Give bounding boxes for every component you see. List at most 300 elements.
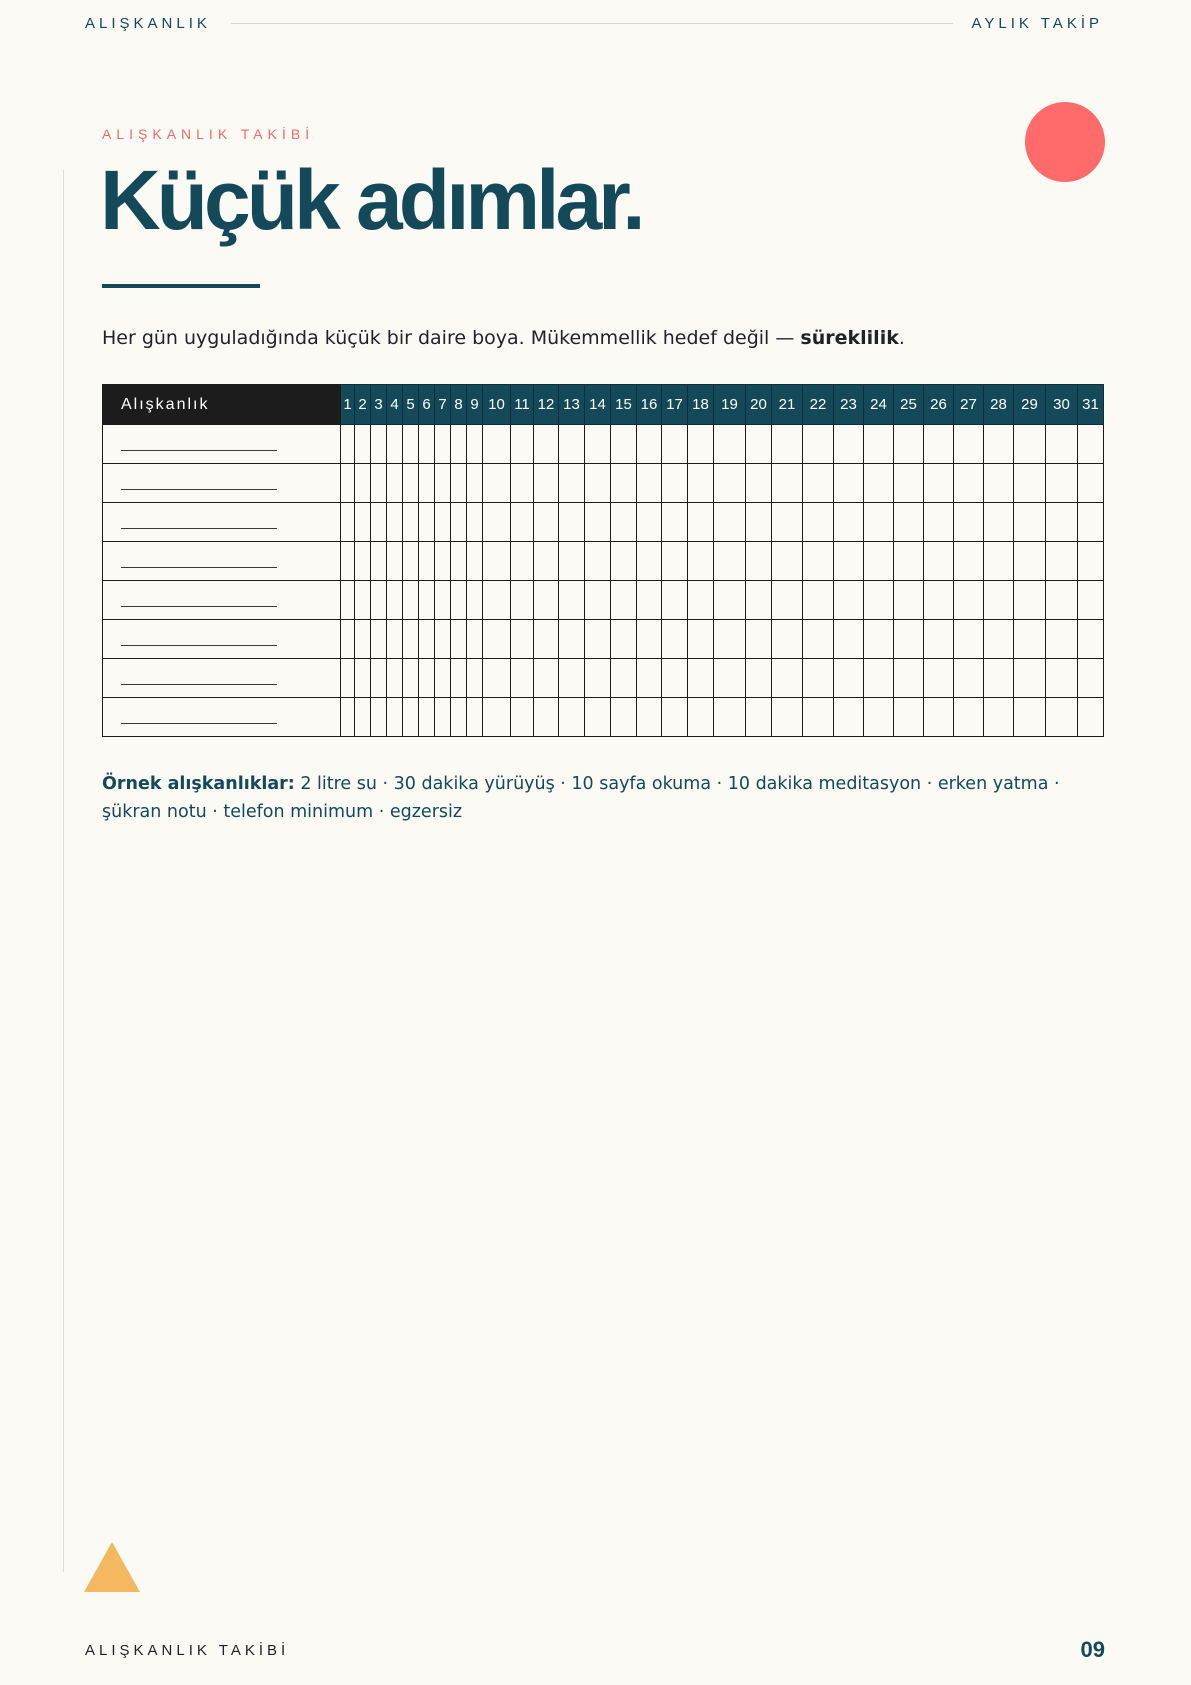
footer-title: ALIŞKANLIK TAKİBİ <box>85 1642 290 1659</box>
day-cell[interactable] <box>984 698 1014 737</box>
day-cell[interactable] <box>451 542 467 581</box>
day-cell[interactable] <box>467 542 483 581</box>
intro-body: Her gün uyguladığında küçük bir daire boya. Mükemmellik hedef değil — <box>102 327 801 349</box>
day-cell[interactable] <box>355 659 371 698</box>
day-cell[interactable] <box>894 425 924 464</box>
day-cell[interactable] <box>559 659 585 698</box>
day-cell[interactable] <box>637 425 662 464</box>
day-cell[interactable] <box>403 542 419 581</box>
day-cell[interactable] <box>483 425 511 464</box>
habit-row <box>103 425 1104 464</box>
day-cell[interactable] <box>435 464 451 503</box>
day-cell[interactable] <box>355 581 371 620</box>
day-cell[interactable] <box>688 698 714 737</box>
day-cell[interactable] <box>419 659 435 698</box>
day-cell[interactable] <box>803 464 834 503</box>
habit-name-line <box>121 710 277 724</box>
day-cell[interactable] <box>511 698 534 737</box>
day-cell[interactable] <box>803 659 834 698</box>
day-cell[interactable] <box>467 503 483 542</box>
intro-emphasis: süreklilik <box>800 327 899 349</box>
day-cell[interactable] <box>1078 464 1104 503</box>
habit-name-blank[interactable] <box>103 620 341 659</box>
day-header-21: 21 <box>772 385 803 425</box>
day-cell[interactable] <box>984 581 1014 620</box>
day-cell[interactable] <box>894 464 924 503</box>
day-cell[interactable] <box>534 542 559 581</box>
day-cell[interactable] <box>803 698 834 737</box>
day-cell[interactable] <box>803 620 834 659</box>
day-cell[interactable] <box>419 542 435 581</box>
day-cell[interactable] <box>637 503 662 542</box>
day-cell[interactable] <box>984 425 1014 464</box>
day-header-17: 17 <box>662 385 688 425</box>
day-cell[interactable] <box>611 425 637 464</box>
day-cell[interactable] <box>451 659 467 698</box>
day-cell[interactable] <box>714 503 746 542</box>
example-habits-list: 2 litre su · 30 dakika yürüyüş · 10 sayfa okuma · 10 dakika meditasyon · erken yatma · şükran notu · telefon minimum · egzersiz <box>102 774 1060 822</box>
day-cell[interactable] <box>403 464 419 503</box>
day-cell[interactable] <box>864 425 894 464</box>
day-cell[interactable] <box>894 659 924 698</box>
day-cell[interactable] <box>403 425 419 464</box>
day-cell[interactable] <box>511 542 534 581</box>
day-header-23: 23 <box>834 385 864 425</box>
day-cell[interactable] <box>924 503 954 542</box>
day-cell[interactable] <box>371 581 387 620</box>
day-cell[interactable] <box>467 425 483 464</box>
day-cell[interactable] <box>1046 698 1078 737</box>
day-cell[interactable] <box>1046 464 1078 503</box>
day-cell[interactable] <box>435 542 451 581</box>
day-cell[interactable] <box>864 542 894 581</box>
habit-row <box>103 698 1104 737</box>
day-cell[interactable] <box>954 698 984 737</box>
day-cell[interactable] <box>772 542 803 581</box>
day-cell[interactable] <box>1014 659 1046 698</box>
day-cell[interactable] <box>419 698 435 737</box>
day-cell[interactable] <box>559 620 585 659</box>
day-cell[interactable] <box>387 425 403 464</box>
day-header-19: 19 <box>714 385 746 425</box>
day-cell[interactable] <box>714 698 746 737</box>
day-cell[interactable] <box>371 620 387 659</box>
habit-name-line <box>121 437 277 451</box>
day-cell[interactable] <box>435 581 451 620</box>
day-cell[interactable] <box>451 425 467 464</box>
day-cell[interactable] <box>688 581 714 620</box>
day-cell[interactable] <box>637 620 662 659</box>
day-cell[interactable] <box>435 425 451 464</box>
day-header-27: 27 <box>954 385 984 425</box>
day-cell[interactable] <box>341 542 355 581</box>
day-cell[interactable] <box>387 464 403 503</box>
day-cell[interactable] <box>954 581 984 620</box>
day-header-8: 8 <box>451 385 467 425</box>
day-cell[interactable] <box>534 698 559 737</box>
day-cell[interactable] <box>1014 620 1046 659</box>
day-header-9: 9 <box>467 385 483 425</box>
day-header-14: 14 <box>585 385 611 425</box>
day-cell[interactable] <box>483 698 511 737</box>
day-cell[interactable] <box>1078 503 1104 542</box>
day-cell[interactable] <box>419 425 435 464</box>
day-cell[interactable] <box>1078 698 1104 737</box>
day-cell[interactable] <box>585 425 611 464</box>
day-cell[interactable] <box>355 542 371 581</box>
day-cell[interactable] <box>984 659 1014 698</box>
day-cell[interactable] <box>483 503 511 542</box>
day-cell[interactable] <box>834 542 864 581</box>
day-cell[interactable] <box>1046 425 1078 464</box>
day-cell[interactable] <box>387 542 403 581</box>
day-cell[interactable] <box>1014 542 1046 581</box>
day-header-18: 18 <box>688 385 714 425</box>
day-cell[interactable] <box>403 698 419 737</box>
day-cell[interactable] <box>387 581 403 620</box>
day-cell[interactable] <box>688 659 714 698</box>
day-cell[interactable] <box>714 659 746 698</box>
day-cell[interactable] <box>559 425 585 464</box>
day-cell[interactable] <box>435 659 451 698</box>
day-cell[interactable] <box>611 620 637 659</box>
day-cell[interactable] <box>637 464 662 503</box>
day-cell[interactable] <box>483 620 511 659</box>
day-cell[interactable] <box>894 581 924 620</box>
day-cell[interactable] <box>746 425 772 464</box>
day-cell[interactable] <box>534 620 559 659</box>
day-cell[interactable] <box>924 464 954 503</box>
day-cell[interactable] <box>534 464 559 503</box>
day-cell[interactable] <box>834 698 864 737</box>
day-cell[interactable] <box>984 620 1014 659</box>
day-cell[interactable] <box>637 698 662 737</box>
day-cell[interactable] <box>341 464 355 503</box>
day-cell[interactable] <box>371 542 387 581</box>
day-cell[interactable] <box>864 698 894 737</box>
day-cell[interactable] <box>746 659 772 698</box>
day-cell[interactable] <box>1046 503 1078 542</box>
day-cell[interactable] <box>451 581 467 620</box>
page-title: Küçük adımlar. <box>100 153 642 247</box>
day-header-12: 12 <box>534 385 559 425</box>
day-cell[interactable] <box>772 620 803 659</box>
day-cell[interactable] <box>803 542 834 581</box>
day-cell[interactable] <box>355 698 371 737</box>
day-cell[interactable] <box>662 581 688 620</box>
day-cell[interactable] <box>746 581 772 620</box>
day-cell[interactable] <box>511 659 534 698</box>
day-cell[interactable] <box>714 581 746 620</box>
day-cell[interactable] <box>511 503 534 542</box>
day-cell[interactable] <box>341 659 355 698</box>
day-cell[interactable] <box>371 698 387 737</box>
day-cell[interactable] <box>1014 698 1046 737</box>
day-cell[interactable] <box>924 581 954 620</box>
habit-name-line <box>121 593 277 607</box>
day-cell[interactable] <box>371 464 387 503</box>
day-cell[interactable] <box>772 503 803 542</box>
day-cell[interactable] <box>387 698 403 737</box>
day-cell[interactable] <box>559 542 585 581</box>
day-cell[interactable] <box>483 464 511 503</box>
day-cell[interactable] <box>864 464 894 503</box>
day-header-25: 25 <box>894 385 924 425</box>
running-head <box>85 14 1103 32</box>
day-cell[interactable] <box>834 659 864 698</box>
day-cell[interactable] <box>559 503 585 542</box>
day-cell[interactable] <box>371 503 387 542</box>
day-cell[interactable] <box>662 464 688 503</box>
day-cell[interactable] <box>1014 581 1046 620</box>
day-cell[interactable] <box>714 425 746 464</box>
day-cell[interactable] <box>894 542 924 581</box>
day-cell[interactable] <box>511 425 534 464</box>
day-cell[interactable] <box>864 620 894 659</box>
day-cell[interactable] <box>1078 581 1104 620</box>
day-cell[interactable] <box>714 620 746 659</box>
day-cell[interactable] <box>864 503 894 542</box>
day-cell[interactable] <box>714 464 746 503</box>
section-eyebrow: ALIŞKANLIK TAKİBİ <box>102 126 315 142</box>
day-cell[interactable] <box>451 503 467 542</box>
day-cell[interactable] <box>483 659 511 698</box>
day-cell[interactable] <box>714 542 746 581</box>
day-cell[interactable] <box>772 698 803 737</box>
day-cell[interactable] <box>984 542 1014 581</box>
day-cell[interactable] <box>954 464 984 503</box>
day-cell[interactable] <box>387 503 403 542</box>
day-cell[interactable] <box>772 659 803 698</box>
day-cell[interactable] <box>746 503 772 542</box>
day-cell[interactable] <box>662 620 688 659</box>
day-cell[interactable] <box>585 542 611 581</box>
day-cell[interactable] <box>483 581 511 620</box>
day-header-1: 1 <box>341 385 355 425</box>
day-cell[interactable] <box>954 659 984 698</box>
day-cell[interactable] <box>834 620 864 659</box>
day-cell[interactable] <box>483 542 511 581</box>
example-habits <box>102 770 1102 826</box>
day-cell[interactable] <box>435 698 451 737</box>
day-cell[interactable] <box>611 503 637 542</box>
day-cell[interactable] <box>1078 542 1104 581</box>
day-cell[interactable] <box>746 542 772 581</box>
habit-row <box>103 581 1104 620</box>
day-cell[interactable] <box>746 698 772 737</box>
habit-row <box>103 542 1104 581</box>
day-cell[interactable] <box>688 464 714 503</box>
habit-name-line <box>121 671 277 685</box>
day-cell[interactable] <box>559 464 585 503</box>
habit-name-blank[interactable] <box>103 464 341 503</box>
day-cell[interactable] <box>1078 620 1104 659</box>
day-cell[interactable] <box>585 659 611 698</box>
day-cell[interactable] <box>451 620 467 659</box>
day-cell[interactable] <box>1014 503 1046 542</box>
day-cell[interactable] <box>746 464 772 503</box>
day-cell[interactable] <box>403 659 419 698</box>
day-cell[interactable] <box>451 464 467 503</box>
day-cell[interactable] <box>637 542 662 581</box>
day-cell[interactable] <box>1046 542 1078 581</box>
day-cell[interactable] <box>864 581 894 620</box>
intro-text <box>102 327 905 349</box>
day-cell[interactable] <box>1014 464 1046 503</box>
habit-name-blank[interactable] <box>103 659 341 698</box>
day-cell[interactable] <box>403 581 419 620</box>
day-cell[interactable] <box>803 425 834 464</box>
day-cell[interactable] <box>511 464 534 503</box>
day-cell[interactable] <box>834 425 864 464</box>
triangle-decoration <box>84 1542 140 1592</box>
day-cell[interactable] <box>772 581 803 620</box>
day-cell[interactable] <box>511 581 534 620</box>
day-cell[interactable] <box>419 503 435 542</box>
day-cell[interactable] <box>954 542 984 581</box>
day-cell[interactable] <box>585 620 611 659</box>
day-cell[interactable] <box>984 464 1014 503</box>
habit-name-line <box>121 476 277 490</box>
day-cell[interactable] <box>864 659 894 698</box>
day-cell[interactable] <box>834 581 864 620</box>
day-cell[interactable] <box>559 698 585 737</box>
day-cell[interactable] <box>894 620 924 659</box>
day-cell[interactable] <box>371 425 387 464</box>
day-cell[interactable] <box>954 620 984 659</box>
day-cell[interactable] <box>419 620 435 659</box>
day-cell[interactable] <box>746 620 772 659</box>
day-cell[interactable] <box>803 581 834 620</box>
habit-name-blank[interactable] <box>103 581 341 620</box>
habit-name-blank[interactable] <box>103 503 341 542</box>
day-cell[interactable] <box>355 503 371 542</box>
day-cell[interactable] <box>371 659 387 698</box>
day-cell[interactable] <box>341 425 355 464</box>
day-cell[interactable] <box>419 464 435 503</box>
day-cell[interactable] <box>451 698 467 737</box>
day-header-16: 16 <box>637 385 662 425</box>
day-cell[interactable] <box>559 581 585 620</box>
day-cell[interactable] <box>534 425 559 464</box>
coral-circle-decoration <box>1025 102 1105 182</box>
habit-row <box>103 659 1104 698</box>
day-cell[interactable] <box>534 503 559 542</box>
day-header-24: 24 <box>864 385 894 425</box>
day-cell[interactable] <box>1078 425 1104 464</box>
day-cell[interactable] <box>894 503 924 542</box>
day-cell[interactable] <box>611 581 637 620</box>
habit-name-line <box>121 554 277 568</box>
day-cell[interactable] <box>1046 581 1078 620</box>
day-cell[interactable] <box>355 425 371 464</box>
day-cell[interactable] <box>662 698 688 737</box>
day-cell[interactable] <box>435 620 451 659</box>
habit-row <box>103 503 1104 542</box>
habit-name-blank[interactable] <box>103 425 341 464</box>
day-cell[interactable] <box>534 581 559 620</box>
example-habits-label: Örnek alışkanlıklar: <box>102 774 295 794</box>
day-cell[interactable] <box>611 542 637 581</box>
day-cell[interactable] <box>467 620 483 659</box>
day-cell[interactable] <box>585 503 611 542</box>
day-cell[interactable] <box>467 659 483 698</box>
day-cell[interactable] <box>387 659 403 698</box>
day-cell[interactable] <box>1014 425 1046 464</box>
day-cell[interactable] <box>688 620 714 659</box>
day-cell[interactable] <box>355 464 371 503</box>
day-cell[interactable] <box>341 620 355 659</box>
day-cell[interactable] <box>387 620 403 659</box>
day-cell[interactable] <box>467 698 483 737</box>
day-cell[interactable] <box>834 503 864 542</box>
day-cell[interactable] <box>467 581 483 620</box>
day-cell[interactable] <box>772 464 803 503</box>
day-cell[interactable] <box>688 425 714 464</box>
day-header-22: 22 <box>803 385 834 425</box>
day-cell[interactable] <box>1078 659 1104 698</box>
day-header-29: 29 <box>1014 385 1046 425</box>
day-cell[interactable] <box>419 581 435 620</box>
day-cell[interactable] <box>611 698 637 737</box>
habit-name-blank[interactable] <box>103 542 341 581</box>
day-cell[interactable] <box>772 425 803 464</box>
habit-name-blank[interactable] <box>103 698 341 737</box>
day-cell[interactable] <box>341 581 355 620</box>
day-cell[interactable] <box>662 503 688 542</box>
day-cell[interactable] <box>662 425 688 464</box>
day-cell[interactable] <box>924 659 954 698</box>
day-cell[interactable] <box>611 464 637 503</box>
day-cell[interactable] <box>637 581 662 620</box>
day-cell[interactable] <box>924 698 954 737</box>
day-cell[interactable] <box>585 464 611 503</box>
day-cell[interactable] <box>403 503 419 542</box>
day-cell[interactable] <box>341 698 355 737</box>
day-cell[interactable] <box>688 503 714 542</box>
day-cell[interactable] <box>467 464 483 503</box>
day-cell[interactable] <box>662 542 688 581</box>
day-cell[interactable] <box>585 698 611 737</box>
day-cell[interactable] <box>984 503 1014 542</box>
day-cell[interactable] <box>435 503 451 542</box>
day-cell[interactable] <box>688 542 714 581</box>
day-cell[interactable] <box>924 542 954 581</box>
day-cell[interactable] <box>662 659 688 698</box>
day-cell[interactable] <box>924 425 954 464</box>
day-cell[interactable] <box>803 503 834 542</box>
day-cell[interactable] <box>954 425 984 464</box>
day-cell[interactable] <box>834 464 864 503</box>
day-cell[interactable] <box>403 620 419 659</box>
day-cell[interactable] <box>954 503 984 542</box>
day-cell[interactable] <box>894 698 924 737</box>
day-cell[interactable] <box>637 659 662 698</box>
day-cell[interactable] <box>924 620 954 659</box>
day-cell[interactable] <box>341 503 355 542</box>
day-cell[interactable] <box>611 659 637 698</box>
day-header-5: 5 <box>403 385 419 425</box>
habit-row <box>103 620 1104 659</box>
day-cell[interactable] <box>355 620 371 659</box>
day-cell[interactable] <box>511 620 534 659</box>
day-cell[interactable] <box>585 581 611 620</box>
day-header-2: 2 <box>355 385 371 425</box>
habit-row <box>103 464 1104 503</box>
day-cell[interactable] <box>534 659 559 698</box>
day-cell[interactable] <box>1046 620 1078 659</box>
day-cell[interactable] <box>1046 659 1078 698</box>
